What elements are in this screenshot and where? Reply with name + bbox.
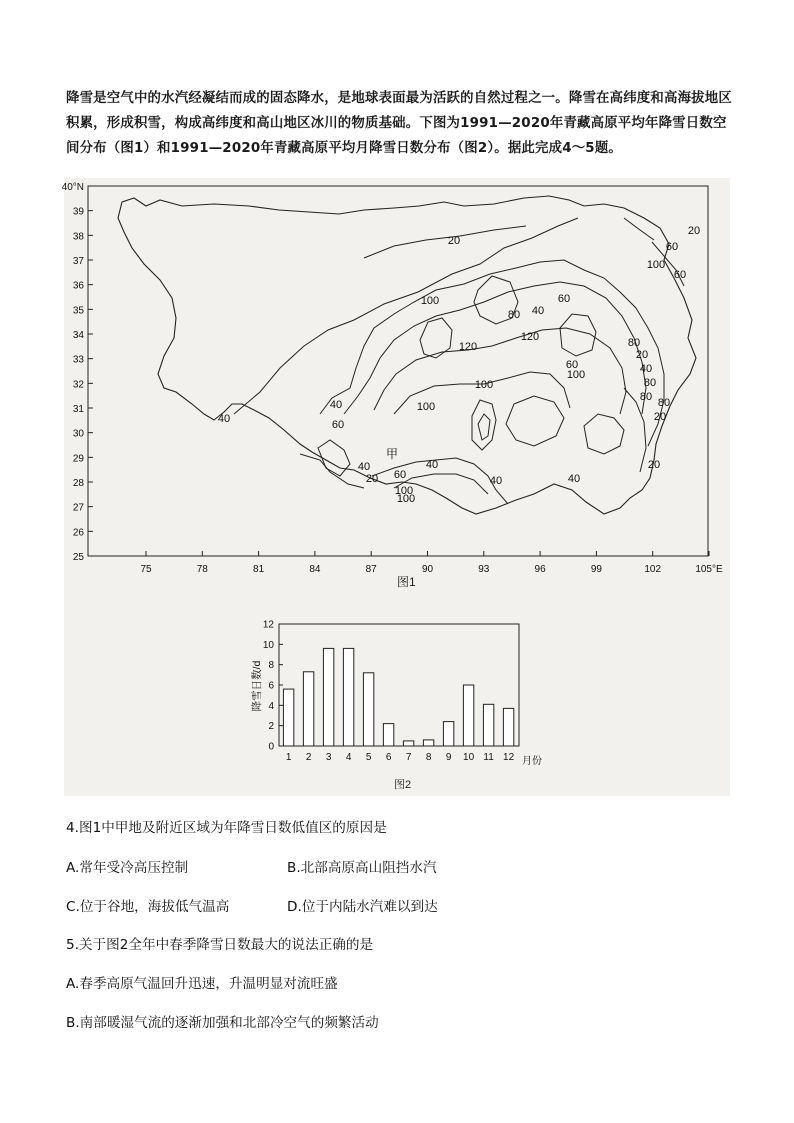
chart-bar [463,685,473,746]
chart-bar [323,648,333,746]
map-x-tick-label: 93 [478,564,490,575]
chart-x-tick-label: 6 [385,752,392,763]
chart-x-tick-label: 3 [325,752,332,763]
contour-label: 40 [567,473,581,485]
chart-y-tick-label: 0 [268,741,274,753]
chart-y-tick-label: 10 [262,639,274,651]
monthly-snow-chart [250,620,542,792]
map-y-tick-label: 33 [72,354,84,366]
chart-x-tick-label: 8 [425,752,432,763]
figure1-caption: 图1 [397,575,416,589]
contour-label: 60 [665,241,679,253]
contour-label-group [218,225,700,505]
chart-bar [363,673,373,746]
contour-label: 80 [627,337,641,349]
map-x-tick-label: 78 [196,564,208,575]
contour-label: 60 [565,359,579,371]
contour-label: 20 [447,235,461,247]
contour-label: 40 [425,459,439,471]
contour-label: 100 [566,369,586,381]
chart-bar [403,741,413,746]
map-x-tick-label: 84 [309,564,321,575]
chart-bar [343,648,353,746]
q4-option-c: C.位于谷地，海拔低气温高 [66,899,230,915]
chart-x-tick-label: 12 [503,752,515,763]
chart-x-tick-label: 11 [483,752,494,763]
map-y-tick-label: 25 [72,552,84,563]
map-y-tick-label: 34 [72,330,84,341]
contour-label: 100 [474,379,494,391]
contour-label: 60 [331,419,345,431]
contour-label: 20 [635,349,649,361]
question-4-stem: 4.图1中甲地及附近区域为年降雪日数低值区的原因是 [66,820,387,836]
contour-label: 100 [416,401,436,413]
contour-label: 20 [647,459,661,471]
contour-label: 60 [393,469,407,481]
chart-x-label: 月份 [522,756,542,767]
map-x-tick-label: 102 [644,564,662,575]
map-y-tick-label: 28 [72,478,84,489]
chart-x-tick-label: 5 [365,752,372,763]
q4-option-a: A.常年受冷高压控制 [66,860,189,876]
contour-label: 100 [646,259,666,271]
chart-y-tick-label: 6 [268,680,274,692]
contour-label: 40 [489,475,503,487]
contour-label: 20 [687,225,701,237]
chart-bar [443,722,453,746]
map-y-tick-label: 30 [72,428,84,440]
chart-y-tick-label: 2 [268,721,274,733]
contour-label: 60 [673,269,687,281]
q5-option-b: B.南部暖湿气流的逐渐加强和北部冷空气的频繁活动 [66,1015,379,1031]
map-x-tick-label: 81 [253,564,265,575]
contour-label: 20 [365,473,379,485]
region-label-jia: 甲 [386,447,399,461]
contour-label: 80 [507,309,521,321]
chart-y-tick-label: 12 [262,619,274,631]
contour-label: 100 [394,485,414,497]
figure-panel [61,178,730,796]
contour-lines [234,218,687,504]
chart-y-axis [263,620,283,753]
contour-label: 20 [653,411,667,423]
map-y-tick-label: 37 [72,256,84,267]
map-y-tick-label: 29 [72,453,84,465]
map-y-tick-label: 38 [72,231,84,243]
chart-x-tick-label: 10 [463,752,475,763]
map-x-tick-label: 75 [140,564,152,575]
map-x-tick-label: 99 [590,564,602,575]
map-y-tick-label: 27 [72,502,84,514]
contour-label: 120 [520,331,540,343]
map-y-tick-label: 32 [72,379,84,391]
figure2-caption: 图2 [394,779,412,791]
chart-y-tick-label: 4 [268,700,274,712]
contour-label: 40 [531,305,545,317]
chart-bar [503,708,513,746]
snow-days-map [61,178,730,796]
contour-label: 100 [420,295,440,307]
map-x-tick-label: 87 [365,564,377,575]
contour-label: 40 [639,363,653,375]
contour-label: 40 [357,461,371,473]
map-y-tick-label: 26 [72,527,84,539]
chart-bar [483,704,493,746]
chart-x-axis [286,752,515,763]
question-5-stem: 5.关于图2全年中春季降雪日数最大的说法正确的是 [66,937,374,953]
contour-label: 80 [643,377,657,389]
map-y-tick-label: 39 [72,206,84,218]
chart-x-tick-label: 1 [285,752,292,763]
contour-label: 80 [639,391,653,403]
chart-bar [303,672,313,746]
map-x-axis [140,551,723,575]
chart-x-tick-label: 2 [305,752,312,763]
contour-label: 40 [329,399,343,411]
map-y-tick-label: 40°N [61,182,84,193]
q4-option-b: B.北部高原高山阻挡水汽 [287,860,437,876]
map-x-tick-label: 105°E [695,564,723,575]
chart-bar [423,740,433,746]
chart-x-tick-label: 7 [405,752,412,763]
chart-bar [283,689,293,746]
map-y-tick-label: 36 [72,280,84,292]
contour-label: 100 [396,493,416,505]
map-y-tick-label: 35 [72,305,84,317]
q4-option-d: D.位于内陆水汽难以到达 [287,899,438,915]
map-x-tick-label: 90 [421,564,434,575]
chart-y-tick-label: 8 [268,660,274,672]
map-y-tick-label: 31 [72,404,84,415]
chart-y-label: 降雪日数/d [251,660,263,712]
chart-x-tick-label: 4 [345,752,352,763]
contour-label: 60 [557,293,571,305]
contour-label: 80 [657,397,671,409]
chart-bar [383,724,393,746]
intro-paragraph: 降雪是空气中的水汽经凝结而成的固态降水，是地球表面最为活跃的自然过程之一。降雪在高纬度和高海拔地区积累，形成积雪，构成高纬度和高山地区冰川的物质基础。下图为1991—2020年青藏高原平均年降雪日数空间分布（图1）和1991—2020年青藏高原平均月降雪日数分布（图2）。据此完成4～5题。 [66,91,732,156]
contour-label: 40 [217,413,231,425]
map-x-tick-label: 96 [534,564,546,575]
q5-option-a: A.春季高原气温回升迅速，升温明显对流旺盛 [66,976,338,992]
chart-bars [283,648,513,746]
chart-x-tick-label: 9 [445,752,452,763]
contour-label: 120 [458,341,478,353]
